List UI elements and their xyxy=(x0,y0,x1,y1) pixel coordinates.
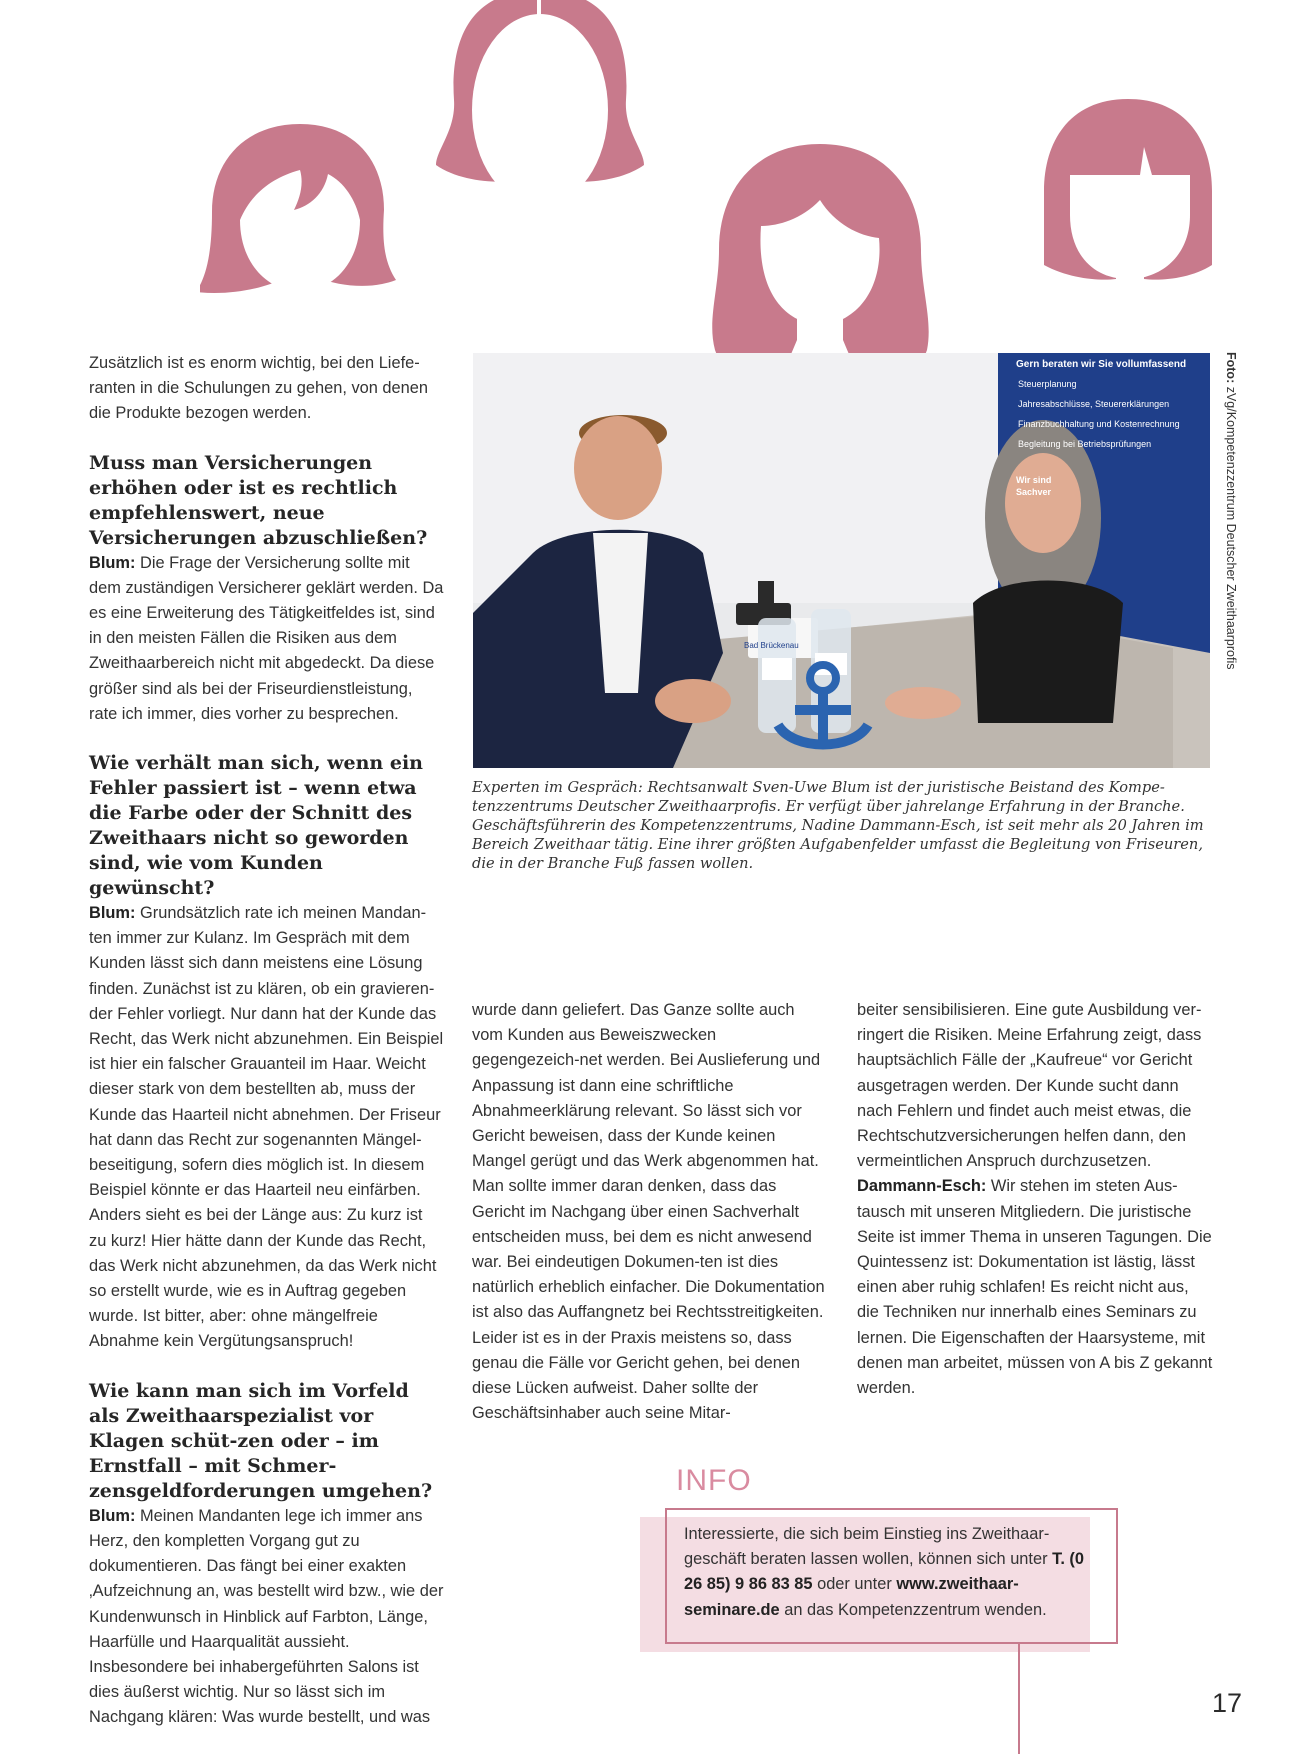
answer-paragraph xyxy=(89,901,444,1355)
body-paragraph: beiter sensibilisieren. Eine gute Ausbildung ver-ringert die Risiken. Meine Erfahrung zeigt, dass hauptsächlich Fälle der „Kaufreue“ vor Gericht ausgetragen werden. Der Kunde sucht dann nach Fehlern und findet auch meist etwas, die Rechtschutzversicherungen helfen dann, den vermeintlichen Anspruch durchzusetzen. xyxy=(857,1001,1202,1171)
bottle-label: Bad Brückenau xyxy=(744,641,799,650)
banner-item: Begleitung bei Betriebsprüfungen xyxy=(1018,439,1152,449)
banner-partial: Wir sind xyxy=(1016,475,1052,485)
photo-credit-text: zVg/Kompetenzzentrum Deutscher Zweithaarprofis xyxy=(1224,386,1238,670)
banner-item: Jahresabschlüsse, Steuererklärungen xyxy=(1018,399,1170,409)
woman-silhouette-icon xyxy=(430,0,650,225)
banner-item: Finanzbuchhaltung und Kostenrechnung xyxy=(1018,419,1180,429)
intro-paragraph: Zusätzlich ist es enorm wichtig, bei den Liefe-ranten in die Schulungen zu gehen, von denen die Produkte bezogen werden. xyxy=(89,354,429,423)
info-box xyxy=(684,1522,1094,1623)
question-heading: Wie verhält man sich, wenn ein Fehler passiert ist – wenn etwa die Farbe oder der Schnitt des Zweithaars nicht so geworden sind, wie vom Kunden gewünscht? xyxy=(89,752,423,900)
info-text: an das Kompetenzzentrum wenden. xyxy=(784,1600,1047,1619)
page-number: 17 xyxy=(1212,1688,1243,1718)
answer-text: Wir stehen im steten Aus-tausch mit unseren Mitgliedern. Die juristische Seite ist immer Thema in unseren Tagungen. Die Quintessenz ist: Dokumentation ist lästig, lässt einen aber ruhig schlafen! Es reicht nicht aus, die Techniken nur innerhalb eines Seminars zu lernen. Die Eigenschaften der Haarsysteme, mit denen man arbeitet, müssen von A bis Z gekannt werden. xyxy=(857,1177,1213,1398)
info-divider xyxy=(1018,1642,1020,1754)
photo-caption: Experten im Gespräch: Rechtsanwalt Sven-Uwe Blum ist der juristische Beistand des Kompe-tenzzentrums Deutscher Zweithaarprofis. Er verfügt über jahrelange Erfahrung in der Branche. Geschäftsführerin des Kompetenzzentrums, Nadine Dammann-Esch, ist seit mehr als 20 Jahren im Bereich Zweithaar tätig. Eine ihrer größten Aufgabenfelder umfasst die Begleitung von Friseuren, die in der Branche Fuß fassen wollen. xyxy=(472,779,1204,872)
photo-credit xyxy=(1222,352,1240,706)
woman-silhouette-icon xyxy=(200,120,400,330)
speaker-label: Blum: xyxy=(89,904,136,923)
answer-paragraph xyxy=(857,1174,1213,1401)
speaker-label: Blum: xyxy=(89,1506,136,1525)
banner-partial: Sachver xyxy=(1016,487,1052,497)
answer-paragraph xyxy=(89,1504,444,1731)
article-column-1 xyxy=(89,351,444,1731)
article-column-3 xyxy=(857,998,1213,1401)
banner-item: Steuerplanung xyxy=(1018,379,1077,389)
info-title: INFO xyxy=(676,1464,752,1497)
article-column-2 xyxy=(472,998,828,1426)
answer-text: Grundsätzlich rate ich meinen Mandan-ten immer zur Kulanz. Im Gespräch mit dem Kunden lässt sich dann meistens eine Lösung finden. Zunächst ist zu klären, ob ein gravieren-der Fehler vorliegt. Nur dann hat der Kunde das Recht, das Werk nicht abzunehmen. Ein Beispiel ist hier ein falscher Grauanteil im Haar. Weicht dieser stark von dem bestellten ab, muss der Kunde das Haarteil nicht abnehmen. Der Friseur hat dann das Recht zur sogenannten Mängel-beseitigung, sofern dies möglich ist. In diesem Beispiel könnte er das Haarteil neu einfärben. Anders sieht es bei der Länge aus: Zu kurz ist zu kurz! Hier hätte dann der Kunde das Recht, das Werk nicht abzunehmen, da das Werk nicht so erstellt wurde, wie es in Auftrag gegeben wurde. Ist bitter, aber: ohne mängelfreie Abnahme kein Vergütungsanspruch! xyxy=(89,904,444,1351)
info-text: Interessierte, die sich beim Einstieg ins Zweithaar-geschäft beraten lassen wollen, können sich unter xyxy=(684,1525,1050,1569)
info-phone: T. (0 26 85) 9 86 83 85 xyxy=(684,1550,1085,1594)
question-heading: Wie kann man sich im Vorfeld als Zweithaarspezialist vor Klagen schüt-zen oder – im Ernstfall – mit Schmer-zensgeldforderungen umgehen? xyxy=(89,1379,433,1502)
answer-text: Die Frage der Versicherung sollte mit dem zuständigen Versicherer geklärt werden. Da es eine Erweiterung des Tätigkeitfeldes ist, sind in den meisten Fällen die Risiken aus dem Zweithaarbereich nicht mit abgedeckt. Da diese größer sind als bei der Friseurdienstleistung, rate ich immer, dies vorher zu besprechen. xyxy=(89,553,444,723)
photo-credit-label: Foto: xyxy=(1224,352,1238,384)
info-url[interactable]: www.zweithaar-seminare.de xyxy=(684,1575,1019,1619)
interview-photo xyxy=(473,353,1210,768)
speaker-label: Dammann-Esch: xyxy=(857,1177,987,1196)
banner-title: Gern beraten wir Sie vollumfassend xyxy=(1016,359,1187,370)
answer-paragraph xyxy=(89,551,444,727)
info-text: oder unter xyxy=(817,1575,892,1594)
question-heading: Muss man Versicherungen erhöhen oder ist es rechtlich empfehlenswert, neue Versicherungen abzuschließen? xyxy=(89,451,428,549)
body-paragraph: wurde dann geliefert. Das Ganze sollte auch vom Kunden aus Beweiszwecken gegengezeich-net werden. Bei Auslieferung und Anpassung ist dann eine schriftliche Abnahmeerklärung relevant. So lässt sich vor Gericht beweisen, dass der Kunde keinen Mangel gerügt und das Werk abgenommen hat. Man sollte immer daran denken, dass das Gericht im Nachgang über einen Sachverhalt entscheiden muss, bei dem es nicht anwesend war. Bei eindeutigen Dokumen-ten ist dies natürlich erheblich einfacher. Die Dokumentation ist also das Auffangnetz bei Rechtsstreitigkeiten. Leider ist es in der Praxis meistens so, dass genau die Fälle vor Gericht gehen, bei denen diese Lücken aufweist. Daher sollte der Geschäftsinhaber auch seine Mitar- xyxy=(472,1001,825,1423)
answer-text: Meinen Mandanten lege ich immer ans Herz, den kompletten Vorgang gut zu dokumentieren. Das fängt bei einer exakten ‚Aufzeichnung an, was bestellt wird bzw., wie der Kundenwunsch in Hinblick auf Farbton, Länge, Haarfülle und Haarqualität aussieht. Insbesondere bei inhabergeführten Salons ist dies äußerst wichtig. Nur so lässt sich im Nachgang klären: Was wurde bestellt, und was xyxy=(89,1506,444,1727)
woman-silhouette-icon xyxy=(1040,95,1215,300)
speaker-label: Blum: xyxy=(89,553,136,572)
